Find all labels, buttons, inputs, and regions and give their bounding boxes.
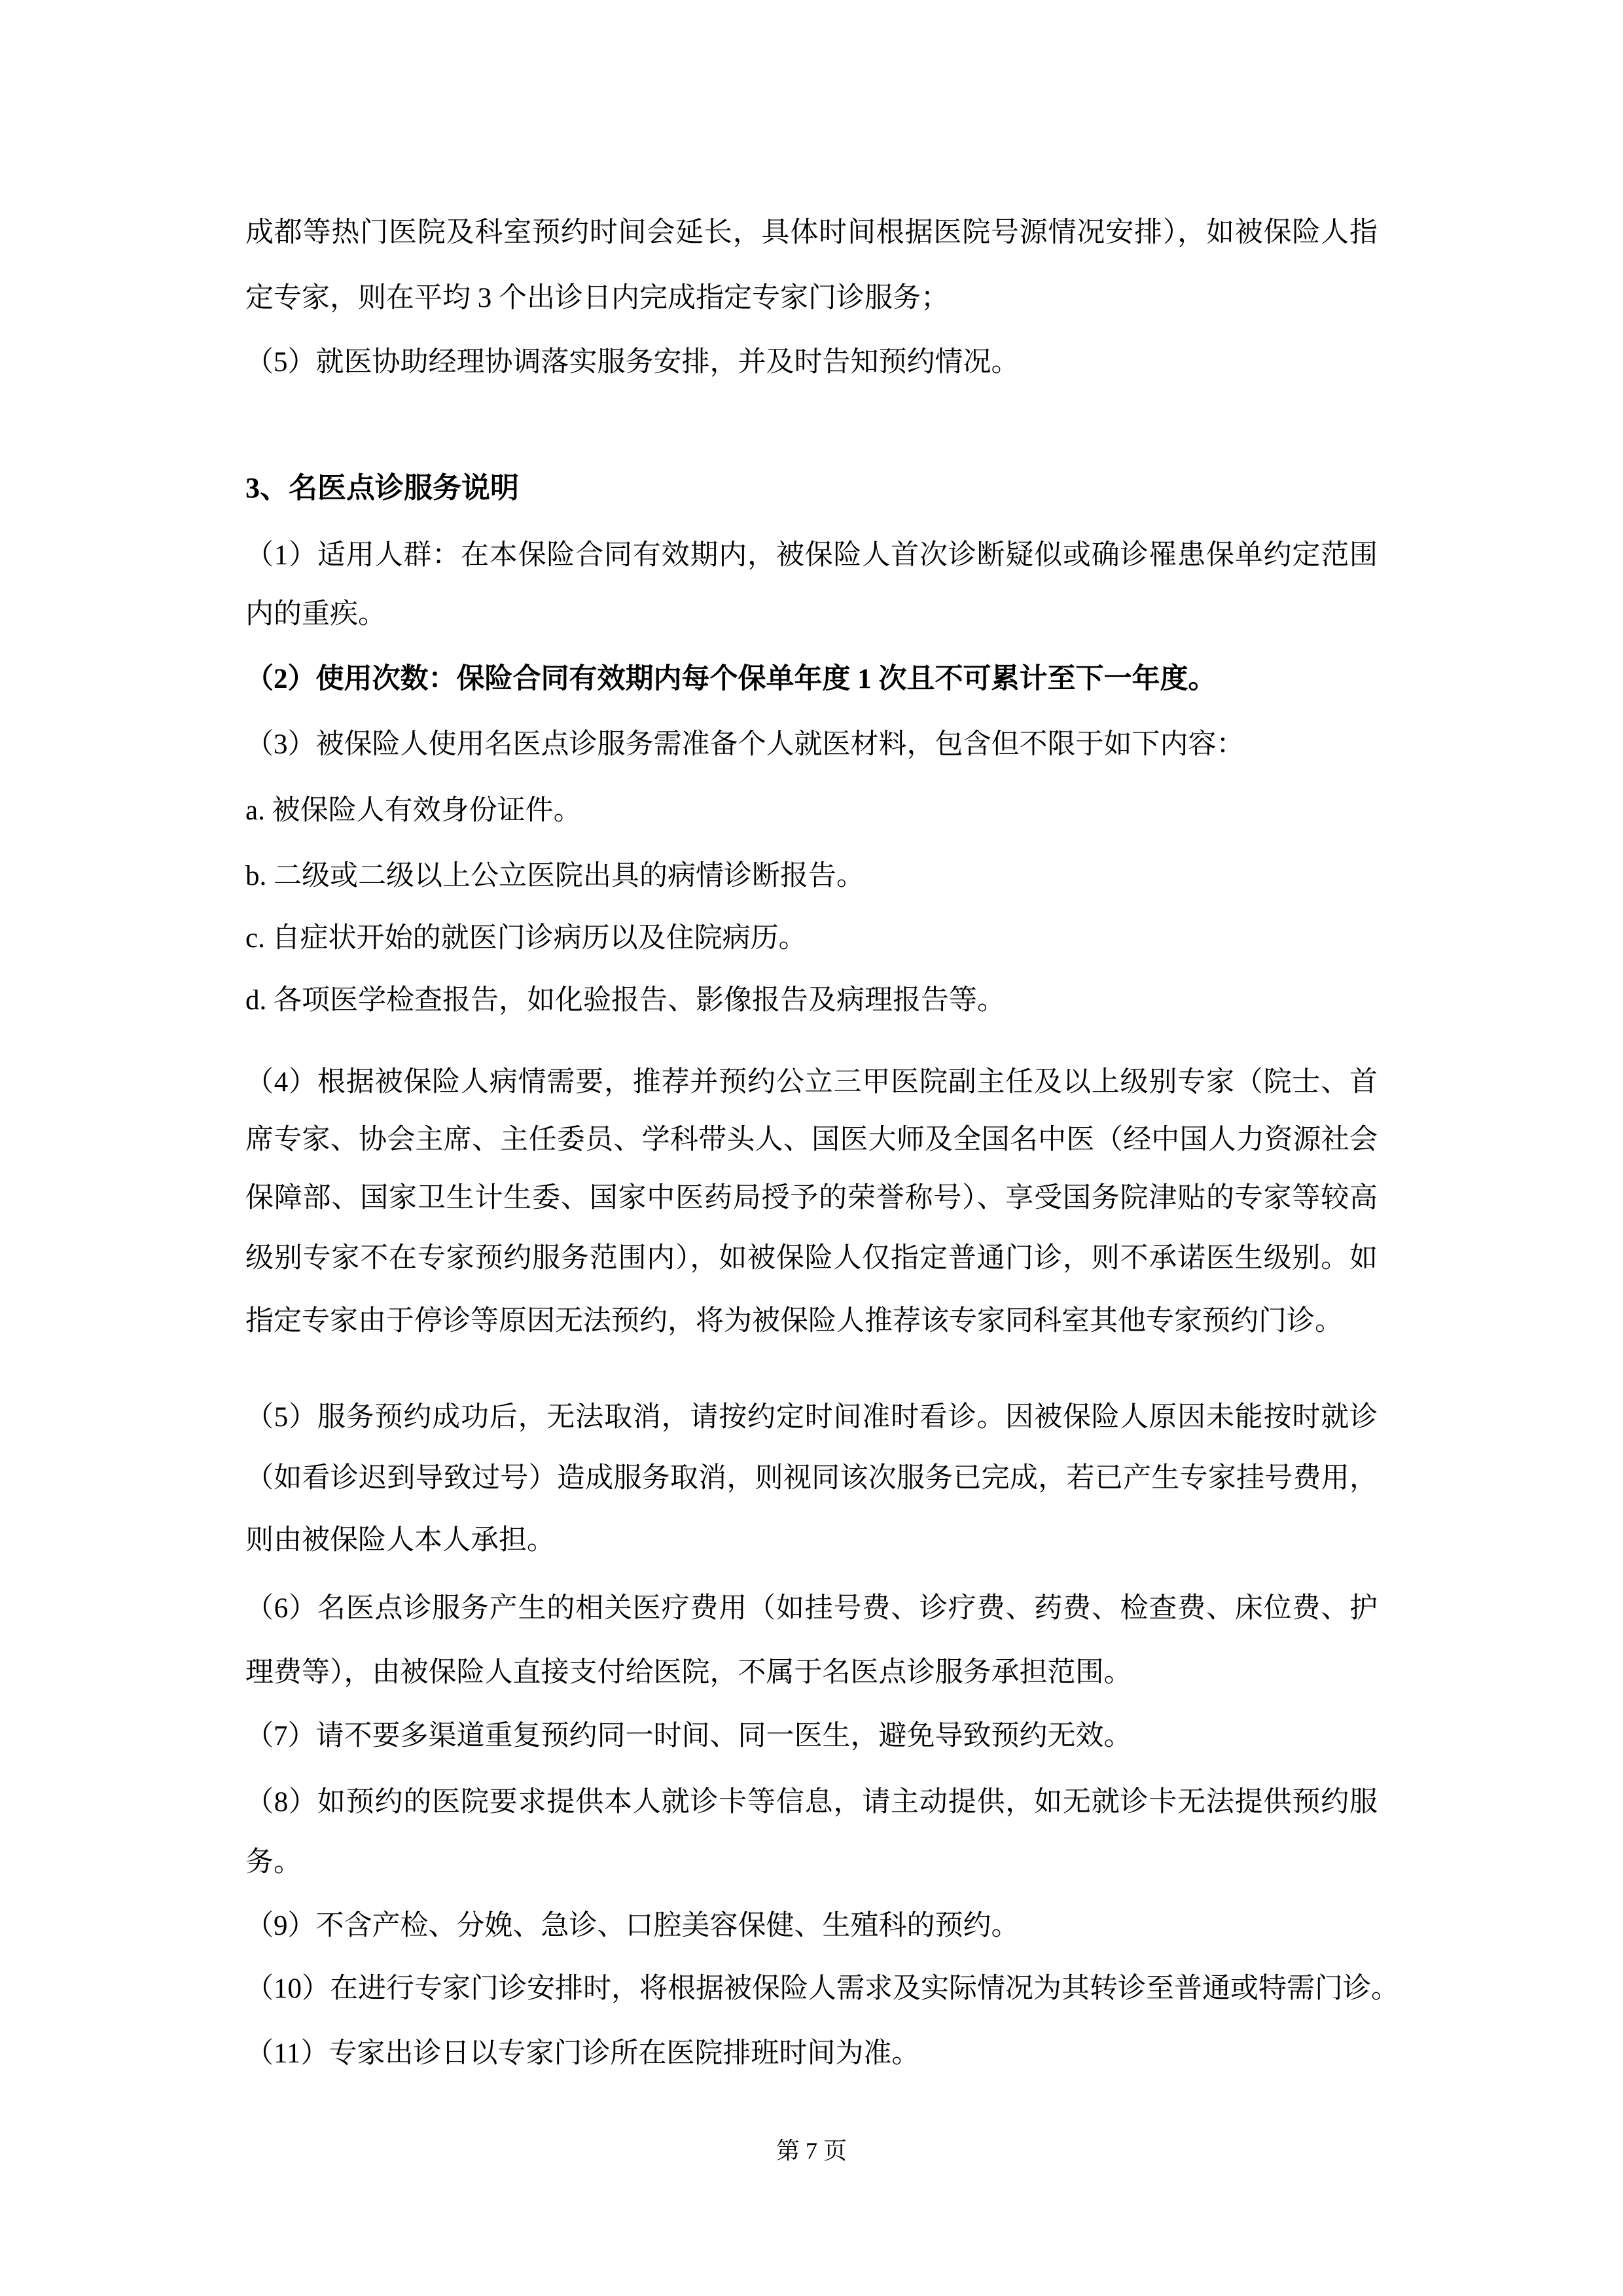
text-line: （1）适用人群：在本保险合同有效期内，被保险人首次诊断疑似或确诊罹患保单约定范围: [245, 540, 1378, 571]
text-line: 成都等热门医院及科室预约时间会延长，具体时间根据医院号源情况安排），如被保险人指: [245, 217, 1378, 248]
text-line: 务。: [245, 1847, 302, 1878]
text-line: 级别专家不在专家预约服务范围内），如被保险人仅指定普通门诊，则不承诺医生级别。如: [245, 1243, 1378, 1274]
text-line: （6）名医点诊服务产生的相关医疗费用（如挂号费、诊疗费、药费、检查费、床位费、护: [245, 1593, 1378, 1624]
text-line: （4）根据被保险人病情需要，推荐并预约公立三甲医院副主任及以上级别专家（院士、首: [245, 1067, 1378, 1098]
text-line: （如看诊迟到导致过号）造成服务取消，则视同该次服务已完成，若已产生专家挂号费用，: [245, 1463, 1378, 1494]
text-line: 则由被保险人本人承担。: [245, 1525, 555, 1556]
text-line: （8）如预约的医院要求提供本人就诊卡等信息，请主动提供，如无就诊卡无法提供预约服: [245, 1787, 1378, 1818]
section-heading: 3、名医点诊服务说明: [245, 472, 519, 504]
text-line-bold: （2）使用次数：保险合同有效期内每个保单年度 1 次且不可累计至下一年度。: [245, 664, 1217, 694]
text-line: 保障部、国家卫生计生委、国家中医药局授予的荣誉称号）、享受国务院津贴的专家等较高: [245, 1183, 1378, 1213]
list-item-d: d. 各项医学检查报告，如化验报告、影像报告及病理报告等。: [245, 985, 1005, 1016]
text-line: （7）请不要多渠道重复预约同一时间、同一医生，避免导致预约无效。: [245, 1721, 1132, 1751]
text-line: 内的重疾。: [245, 599, 386, 630]
text-line: （3）被保险人使用名医点诊服务需准备个人就医材料，包含但不限于如下内容：: [245, 729, 1245, 760]
text-line: （9）不含产检、分娩、急诊、口腔美容保健、生殖科的预约。: [245, 1910, 1020, 1941]
text-line: 席专家、协会主席、主任委员、学科带头人、国医大师及全国名中医（经中国人力资源社会: [245, 1124, 1378, 1155]
page-number: 第 7 页: [776, 2138, 847, 2164]
text-line: 指定专家由于停诊等原因无法预约，将为被保险人推荐该专家同科室其他专家预约门诊。: [245, 1306, 1343, 1336]
list-item-b: b. 二级或二级以上公立医院出具的病情诊断报告。: [245, 861, 865, 891]
list-item-a: a. 被保险人有效身份证件。: [245, 795, 582, 826]
text-line: （10）在进行专家门诊安排时，将根据被保险人需求及实际情况为其转诊至普通或特需门诊。: [245, 1973, 1399, 2004]
text-line: （5）服务预约成功后，无法取消，请按约定时间准时看诊。因被保险人原因未能按时就诊: [245, 1402, 1378, 1433]
text-line: 理费等），由被保险人直接支付给医院，不属于名医点诊服务承担范围。: [245, 1657, 1132, 1688]
text-line: （11）专家出诊日以专家门诊所在医院排班时间为准。: [245, 2038, 920, 2069]
text-line: （5）就医协助经理协调落实服务安排，并及时告知预约情况。: [245, 347, 1020, 378]
text-line: 定专家，则在平均 3 个出诊日内完成指定专家门诊服务；: [245, 283, 949, 314]
list-item-c: c. 自症状开始的就医门诊病历以及住院病历。: [245, 923, 807, 954]
